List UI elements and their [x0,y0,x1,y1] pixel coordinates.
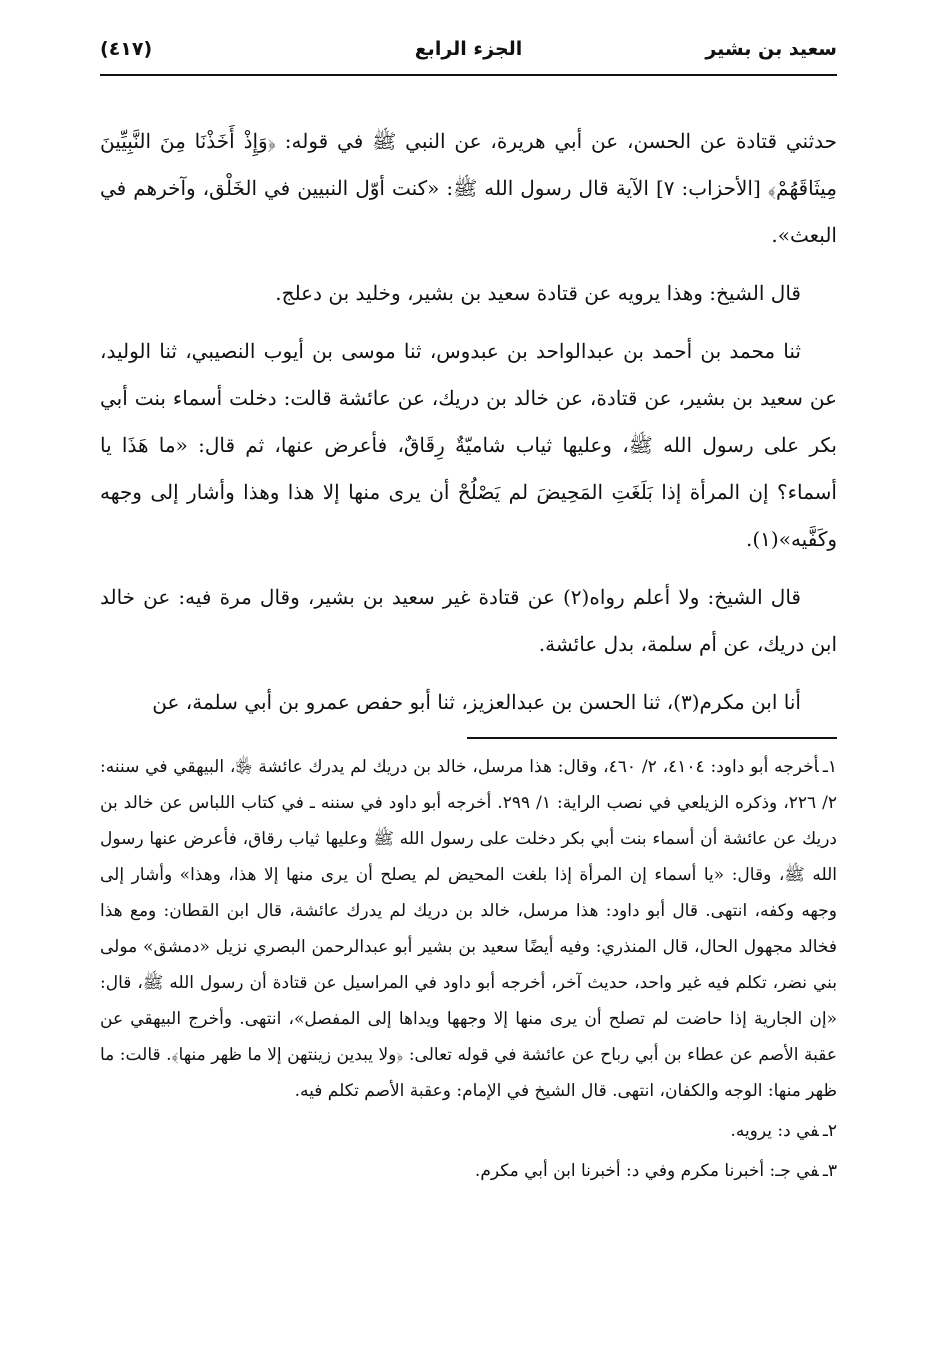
footnote-1 [100,749,837,1109]
main-text [100,118,837,726]
footnote-2 [100,1113,837,1149]
page-number: (٤١٧) [100,38,153,60]
paragraph-chain-continued: أنا ابن مكرم(٣)، ثنا الحسن بن عبدالعزيز، ثنا أبو حفص عمرو بن أبي سلمة، عن [152,690,801,714]
header-volume: الجزء الرابع [414,38,523,60]
running-header [100,30,837,76]
header-author: سعيد بن بشير [705,38,837,60]
footnote-number: ٣ـ [822,1161,837,1181]
paragraph-hadith-prophets: حدثني قتادة عن الحسن، عن أبي هريرة، عن النبي ﷺ في قوله: ﴿وَإِذْ أَخَذْنَا مِنَ النَّبِيِّينَ مِيثَاقَهُمْ﴾ [الأحزاب: ٧] الآية قال رسول الله ﷺ: «كنت أوّل النبيين في الخَلْق، وآخرهم في البعث». [100,129,837,247]
footnote-number: ٢ـ [822,1121,837,1141]
footnote-text: أخرجه أبو داود: ٤١٠٤، ٢/ ٤٦٠، وقال: هذا مرسل، خالد بن دريك لم يدرك عائشة ﵂، البيهقي في سننه: ٢/ ٢٢٦، وذكره الزيلعي في نصب الراية: ١/ ٢٩٩. أخرجه أبو داود في سننه ـ في كتاب اللباس عن خالد بن دريك عن عائشة أن أسماء بنت أبي بكر دخلت على رسول الله ﷺ وعليها ثياب رقاق، فأعرض عنها رسول الله ﷺ، وقال: «يا أسماء إن المرأة إذا بلغت المحيض لم يصلح أن يرى منها إلا هذا، وهذا» وأشار إلى وجهه وكفه، انتهى. قال أبو داود: هذا مرسل، خالد بن دريك لم يدرك عائشة، قال ابن القطان: ومع هذا فخالد مجهول الحال، قال المنذري: وفيه أيضًا سعيد بن بشير أبو عبدالرحمن البصري نزيل «دمشق» مولى بني نضر، تكلم فيه غير واحد، حديث آخر، أخرجه أبو داود في المراسيل عن قتادة أن رسول الله ﷺ، قال: «إن الجارية إذا حاضت لم تصلح أن يرى منها إلا وجهها ويداها إلى المفصل»، انتهى. وأخرج البيهقي عن عقبة الأصم عن عطاء بن أبي رباح عن عائشة في قوله تعالى: ﴿ولا يبدين زينتهن إلا ما ظهر منها﴾. قالت: ما ظهر منها: الوجه والكفان، انتهى. قال الشيخ في الإمام: وعقبة الأصم تكلم فيه. [100,757,837,1101]
footnote-number: ١ـ [822,757,837,777]
footnote-text: في د: يرويه. [730,1121,819,1141]
footnote-text: في جـ: أخبرنا مكرم وفي د: أخبرنا ابن أبي مكرم. [474,1161,819,1181]
paragraph-sheikh-comment-2: قال الشيخ: ولا أعلم رواه(٢) عن قتادة غير سعيد بن بشير، وقال مرة فيه: عن خالد ابن دريك، عن أم سلمة، بدل عائشة. [100,585,837,656]
paragraph-sheikh-comment-1: قال الشيخ: وهذا يرويه عن قتادة سعيد بن بشير، وخليد بن دعلج. [275,281,801,305]
paragraph-hadith-asma: ثنا محمد بن أحمد بن عبدالواحد بن عبدوس، ثنا موسى بن أيوب النصيبي، ثنا الوليد، عن سعيد بن بشير، عن قتادة، عن خالد بن دريك، عن عائشة قالت: دخلت أسماء بنت أبي بكر على رسول الله ﷺ، وعليها ثياب شاميّةٌ رِقَاقٌ، فأعرض عنها، ثم قال: «ما هَذَا يا أسماء؟ إن المرأة إذا بَلَغَتِ المَحِيضَ لم يَصْلُحْ أن يرى منها إلا هذا وهذا وأشار إلى وجهه وكَفَّيه»(١). [100,339,837,551]
footnotes [100,749,837,1189]
footnote-separator [467,737,837,739]
book-page [100,30,837,1365]
footnote-3 [100,1153,837,1189]
